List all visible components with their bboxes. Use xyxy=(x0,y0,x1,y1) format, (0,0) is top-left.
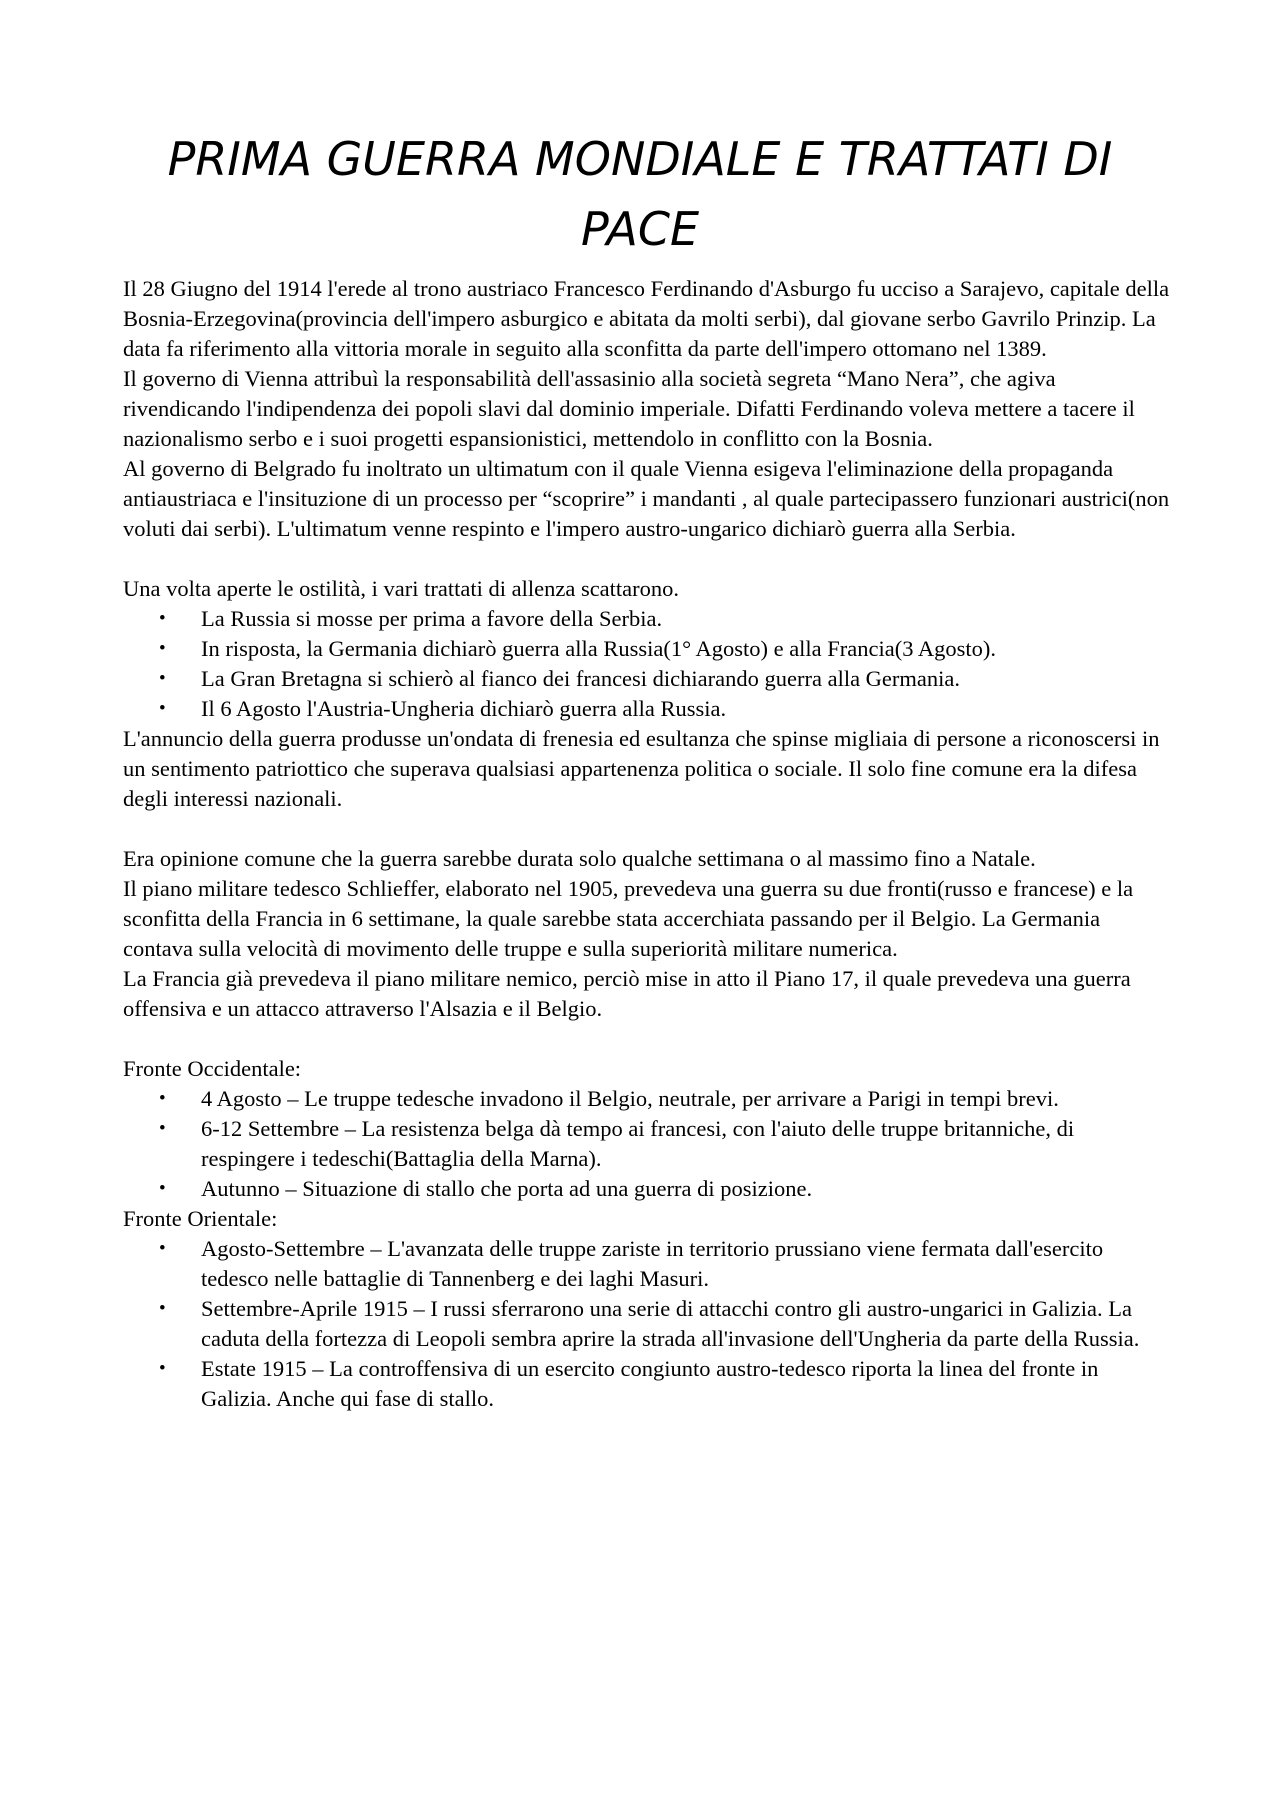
western-front-heading: Fronte Occidentale: xyxy=(123,1056,302,1081)
alliances-list xyxy=(123,604,1173,724)
list-item xyxy=(123,604,1173,634)
document-body xyxy=(123,274,1173,1414)
list-item xyxy=(123,664,1173,694)
eastern-front-list xyxy=(123,1234,1173,1414)
bullet-icon: • xyxy=(159,698,166,719)
list-item xyxy=(123,694,1173,724)
paragraph-plan-17: La Francia già prevedeva il piano militare nemico, perciò mise in atto il Piano 17, il quale prevedeva una guerra offensiva e un attacco attraverso l'Alsazia e il Belgio. xyxy=(123,966,1131,1021)
paragraph-ultimatum: Al governo di Belgrado fu inoltrato un ultimatum con il quale Vienna esigeva l'eliminazione della propaganda antiaustriaca e l'insituzione di un processo per “scoprire” i mandanti , al quale partecipassero funzionari austrici(non voluti dai serbi). L'ultimatum venne respinto e l'impero austro-ungarico dichiarò guerra alla Serbia. xyxy=(123,456,1170,541)
bullet-icon: • xyxy=(159,1178,166,1199)
list-item-text: 6-12 Settembre – La resistenza belga dà tempo ai francesi, con l'aiuto delle truppe britanniche, di respingere i tedeschi(Battaglia della Marna). xyxy=(201,1116,1075,1171)
paragraph-short-war-opinion: Era opinione comune che la guerra sarebbe durata solo qualche settimana o al massimo fino a Natale. xyxy=(123,846,1036,871)
paragraph-spacer xyxy=(123,1024,1173,1054)
list-item xyxy=(123,1084,1173,1114)
list-item xyxy=(123,634,1173,664)
paragraph-assassination: Il 28 Giugno del 1914 l'erede al trono austriaco Francesco Ferdinando d'Asburgo fu ucciso a Sarajevo, capitale della Bosnia-Erzegovina(provincia dell'impero asburgico e abitata da molti serbi), dal giovane serbo Gavrilo Prinzip. La data fa riferimento alla vittoria morale in seguito alla sconfitta da parte dell'impero ottomano nel 1389. xyxy=(123,276,1170,361)
bullet-icon: • xyxy=(159,668,166,689)
bullet-icon: • xyxy=(159,608,166,629)
bullet-icon: • xyxy=(159,638,166,659)
paragraph-mano-nera: Il governo di Vienna attribuì la responsabilità dell'assasinio alla società segreta “Mano Nera”, che agiva rivendicando l'indipendenza dei popoli slavi dal dominio imperiale. Difatti Ferdinando voleva mettere a tacere il nazionalismo serbo e i suoi progetti espansionistici, mettendolo in conflitto con la Bosnia. xyxy=(123,366,1135,451)
list-item-text: Estate 1915 – La controffensiva di un esercito congiunto austro-tedesco riporta la linea del fronte in Galizia. Anche qui fase di stallo. xyxy=(201,1356,1099,1411)
bullet-icon: • xyxy=(159,1358,166,1379)
bullet-icon: • xyxy=(159,1298,166,1319)
list-item-text: La Russia si mosse per prima a favore della Serbia. xyxy=(201,606,663,631)
list-item-text: Agosto-Settembre – L'avanzata delle truppe zariste in territorio prussiano viene fermata dall'esercito tedesco nelle battaglie di Tannenberg e dei laghi Masuri. xyxy=(201,1236,1104,1291)
bullet-icon: • xyxy=(159,1088,166,1109)
paragraph-schlieffen-plan: Il piano militare tedesco Schlieffer, elaborato nel 1905, prevedeva una guerra su due fronti(russo e francese) e la sconfitta della Francia in 6 settimane, la quale sarebbe stata accerchiata passando per il Belgio. La Germania contava sulla velocità di movimento delle truppe e sulla superiorità militare numerica. xyxy=(123,876,1134,961)
western-front-list xyxy=(123,1084,1173,1204)
list-item-text: In risposta, la Germania dichiarò guerra alla Russia(1° Agosto) e alla Francia(3 Agosto). xyxy=(201,636,997,661)
list-item xyxy=(123,1294,1173,1354)
list-item xyxy=(123,1174,1173,1204)
list-item xyxy=(123,1354,1173,1414)
bullet-icon: • xyxy=(159,1118,166,1139)
list-item-text: Settembre-Aprile 1915 – I russi sferrarono una serie di attacchi contro gli austro-ungarici in Galizia. La caduta della fortezza di Leopoli sembra aprire la strada all'invasione dell'Ungheria da parte della Russia. xyxy=(201,1296,1140,1351)
bullet-icon: • xyxy=(159,1238,166,1259)
eastern-front-heading: Fronte Orientale: xyxy=(123,1206,278,1231)
list-item-text: Il 6 Agosto l'Austria-Ungheria dichiarò guerra alla Russia. xyxy=(201,696,727,721)
paragraph-spacer xyxy=(123,544,1173,574)
list-item xyxy=(123,1234,1173,1294)
document-title: PRIMA GUERRA MONDIALE E TRATTATI DI PACE xyxy=(167,132,1113,256)
list-item xyxy=(123,1114,1173,1174)
list-item-text: La Gran Bretagna si schierò al fianco dei francesi dichiarando guerra alla Germania. xyxy=(201,666,961,691)
paragraph-alliances-intro: Una volta aperte le ostilità, i vari trattati di allenza scattarono. xyxy=(123,576,680,601)
list-item-text: Autunno – Situazione di stallo che porta ad una guerra di posizione. xyxy=(201,1176,813,1201)
paragraph-announcement: L'annuncio della guerra produsse un'ondata di frenesia ed esultanza che spinse migliaia di persone a riconoscersi in un sentimento patriottico che superava qualsiasi appartenenza politica o sociale. Il solo fine comune era la difesa degli interessi nazionali. xyxy=(123,726,1160,811)
paragraph-spacer xyxy=(123,814,1173,844)
list-item-text: 4 Agosto – Le truppe tedesche invadono il Belgio, neutrale, per arrivare a Parigi in tempi brevi. xyxy=(201,1086,1059,1111)
